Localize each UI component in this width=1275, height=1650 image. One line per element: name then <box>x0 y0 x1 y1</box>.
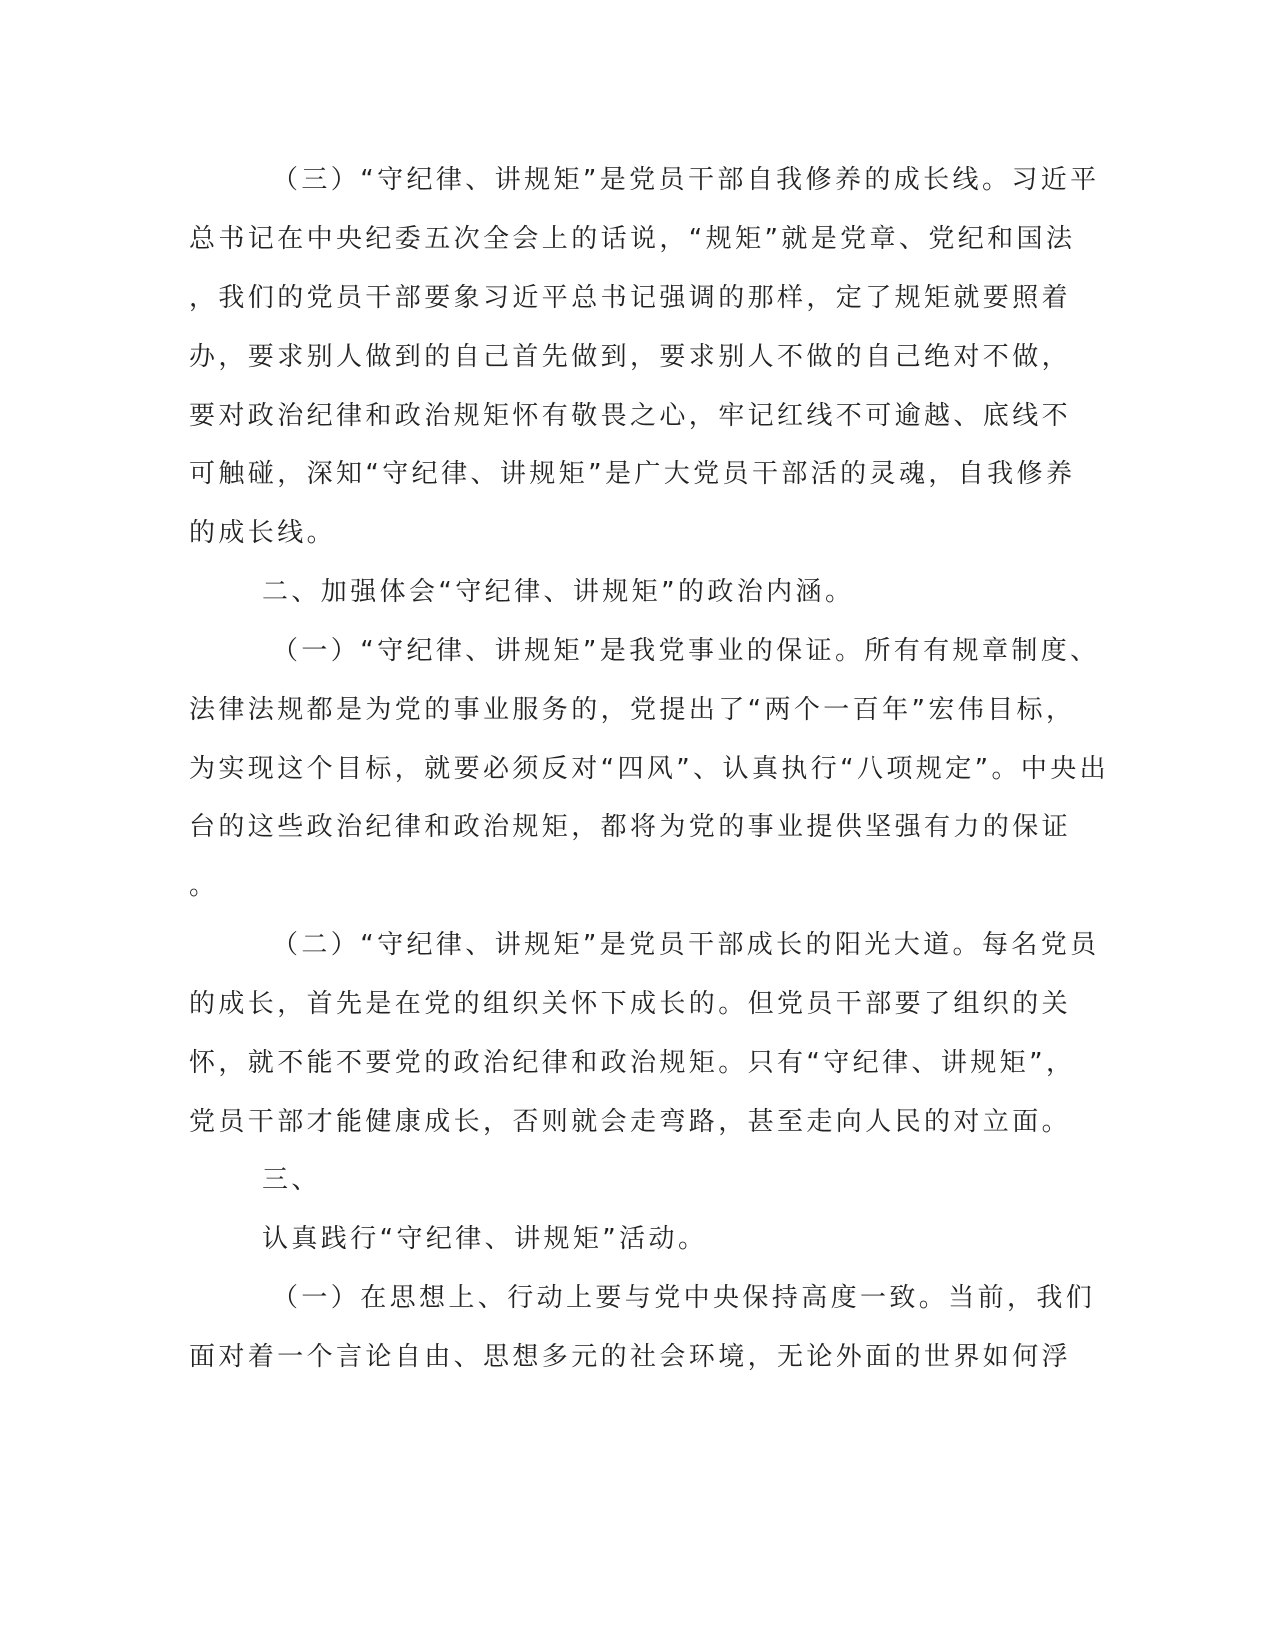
text-line: ，我们的党员干部要象习近平总书记强调的那样，定了规矩就要照着 <box>189 283 1072 313</box>
text-line: （一）在思想上、行动上要与党中央保持高度一致。当前，我们 <box>272 1283 1096 1313</box>
text-line: （一）“守纪律、讲规矩”是我党事业的保证。所有有规章制度、 <box>272 636 1100 666</box>
text-line: 办，要求别人做到的自己首先做到，要求别人不做的自己绝对不做， <box>189 342 1072 372</box>
section-heading: 三、 <box>262 1165 321 1195</box>
text-line: 为实现这个目标，就要必须反对“四风”、认真执行“八项规定”。中央出 <box>189 754 1110 784</box>
section-heading: 二、加强体会“守纪律、讲规矩”的政治内涵。 <box>262 577 855 607</box>
text-line: 可触碰，深知“守纪律、讲规矩”是广大党员干部活的灵魂，自我修养 <box>189 459 1076 489</box>
text-line: 法律法规都是为党的事业服务的，党提出了“两个一百年”宏伟目标， <box>189 695 1076 725</box>
text-line: 面对着一个言论自由、思想多元的社会环境，无论外面的世界如何浮 <box>189 1342 1072 1372</box>
text-line: （三）“守纪律、讲规矩”是党员干部自我修养的成长线。习近平 <box>272 165 1100 195</box>
text-line: 的成长，首先是在党的组织关怀下成长的。但党员干部要了组织的关 <box>189 989 1072 1019</box>
text-line: 。 <box>189 871 219 901</box>
text-line: 台的这些政治纪律和政治规矩，都将为党的事业提供坚强有力的保证 <box>189 812 1072 842</box>
text-line: 怀，就不能不要党的政治纪律和政治规矩。只有“守纪律、讲规矩”， <box>189 1048 1076 1078</box>
text-line: 总书记在中央纪委五次全会上的话说，“规矩”就是党章、党纪和国法 <box>189 224 1076 254</box>
text-line: 的成长线。 <box>189 518 337 548</box>
text-line: 要对政治纪律和政治规矩怀有敬畏之心，牢记红线不可逾越、底线不 <box>189 401 1072 431</box>
section-heading: 认真践行“守纪律、讲规矩”活动。 <box>262 1224 708 1254</box>
text-line: （二）“守纪律、讲规矩”是党员干部成长的阳光大道。每名党员 <box>272 930 1100 960</box>
text-line: 党员干部才能健康成长，否则就会走弯路，甚至走向人民的对立面。 <box>189 1107 1072 1137</box>
